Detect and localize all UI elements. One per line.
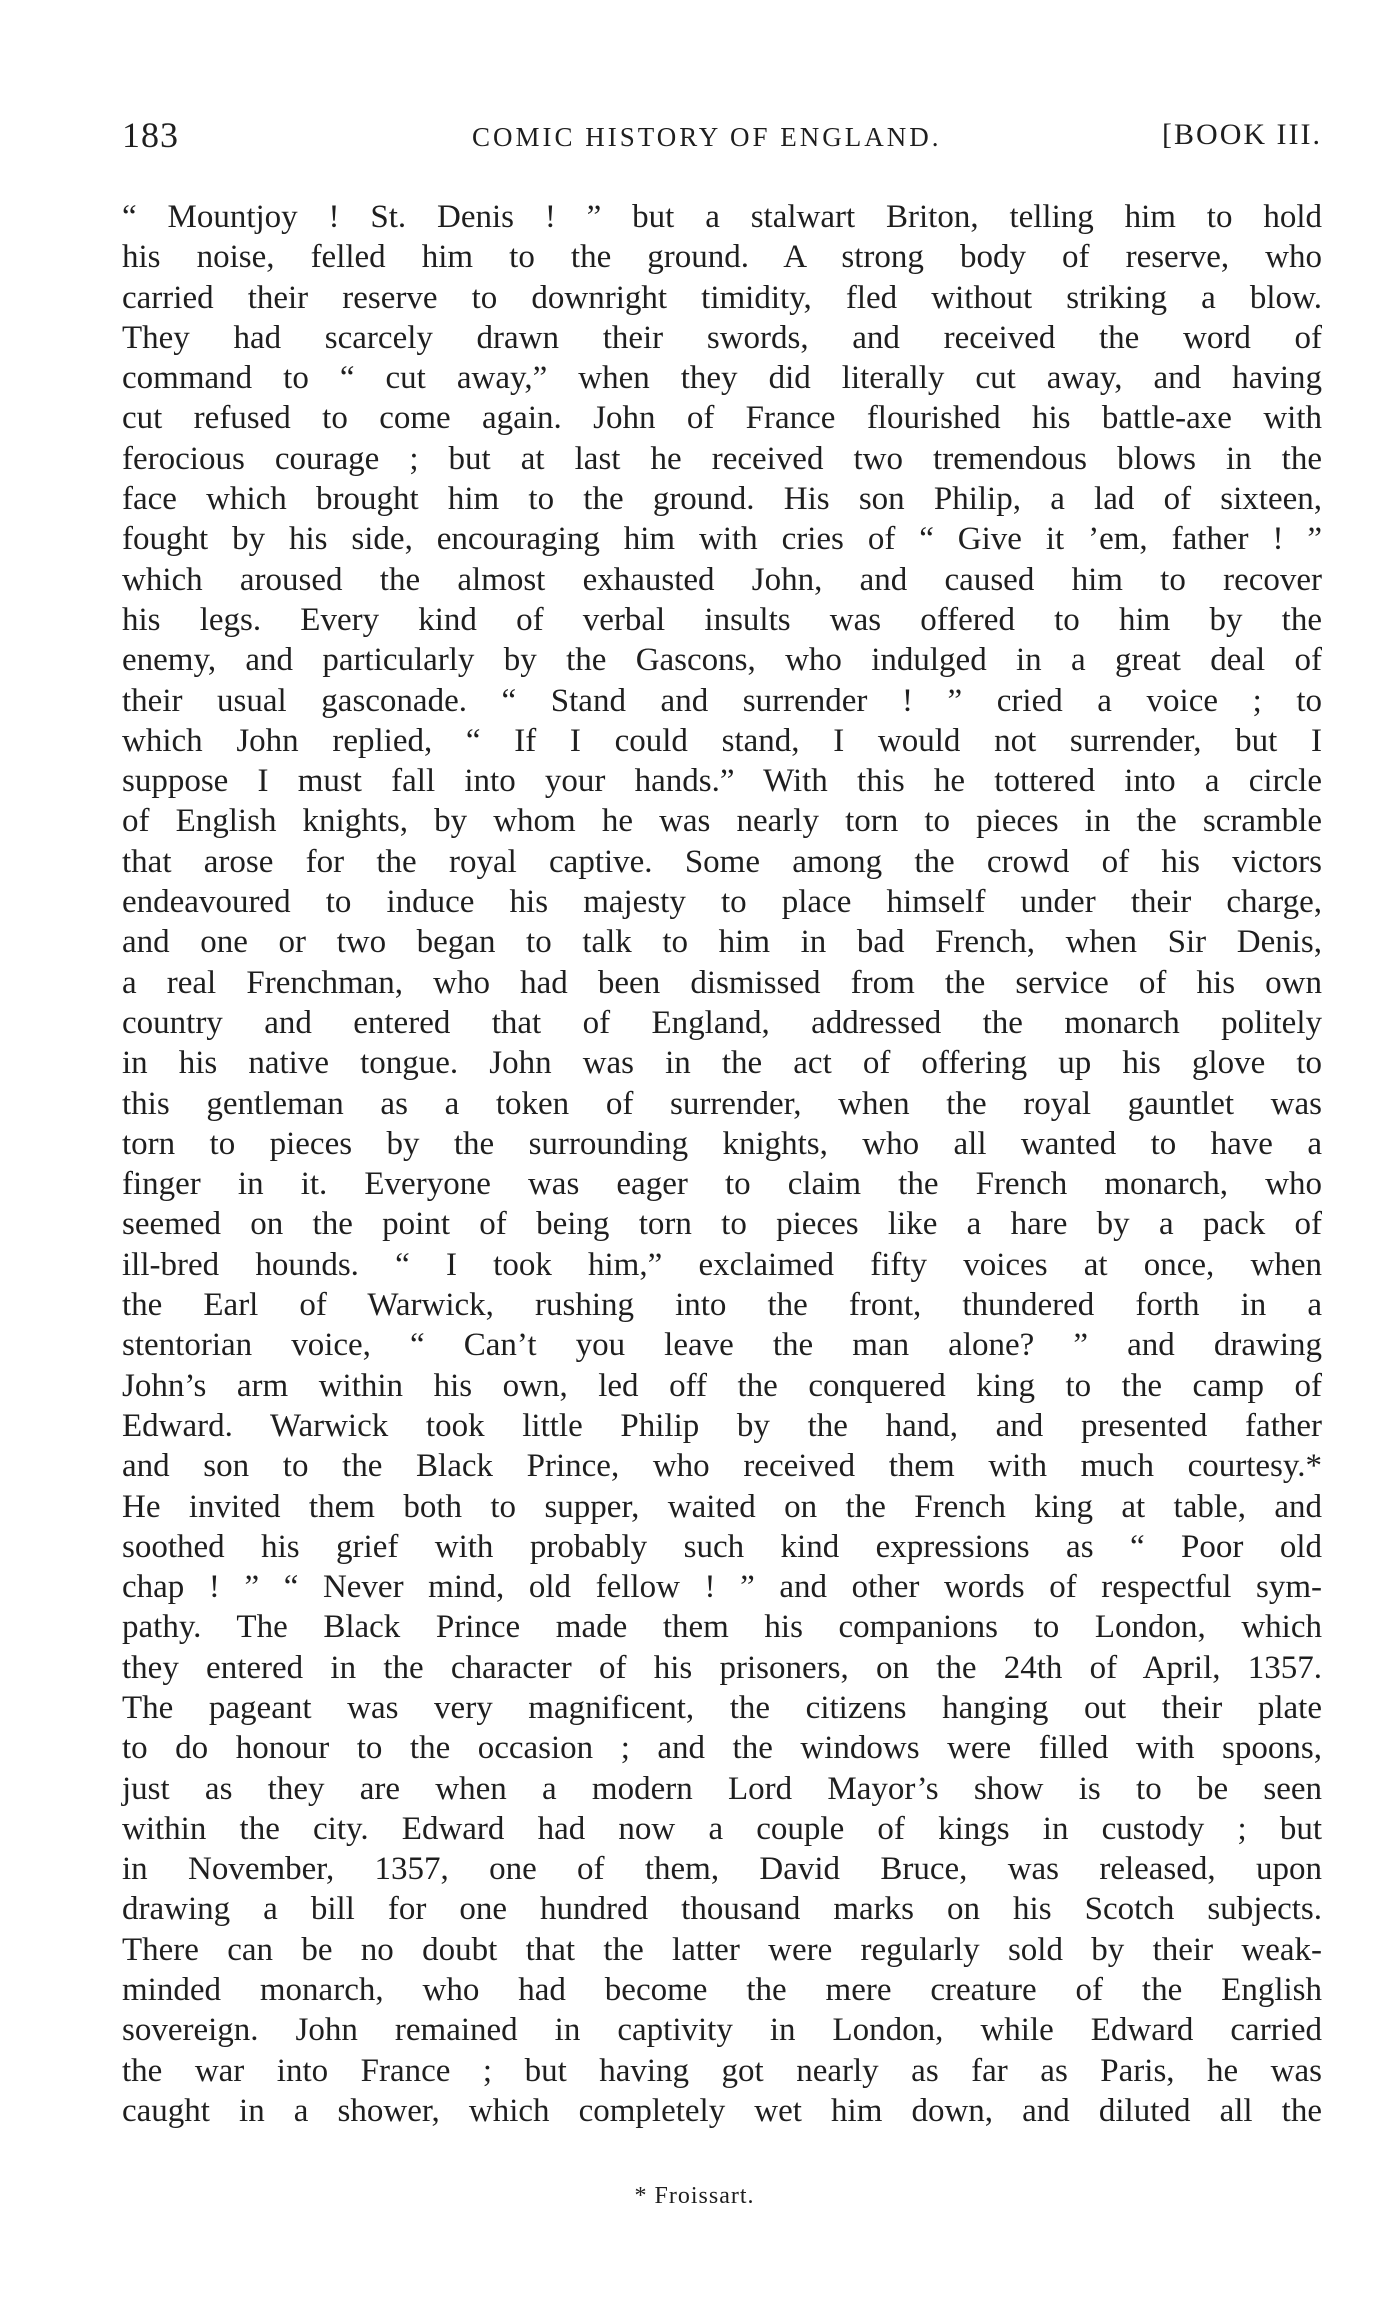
text-line: their usual gasconade. “ Stand and surrender ! ” cried a voice ; to <box>122 682 1322 719</box>
text-line: command to “ cut away,” when they did literally cut away, and having <box>122 360 1322 397</box>
text-line: seemed on the point of being torn to pieces like a hare by a pack of <box>122 1206 1322 1243</box>
text-line: caught in a shower, which completely wet him down, and diluted all the <box>122 2092 1322 2129</box>
body-text <box>122 197 1322 2131</box>
text-line: soothed his grief with probably such kind expressions as “ Poor old <box>122 1528 1322 1565</box>
footnote: * Froissart. <box>634 2183 755 2209</box>
text-line: his legs. Every kind of verbal insults was offered to him by the <box>122 601 1322 638</box>
text-line: carried their reserve to downright timidity, fled without striking a blow. <box>122 279 1322 316</box>
text-line: they entered in the character of his prisoners, on the 24th of April, 1357. <box>122 1649 1322 1686</box>
text-line: which John replied, “ If I could stand, I would not surrender, but I <box>122 722 1322 759</box>
text-line: that arose for the royal captive. Some among the crowd of his victors <box>122 843 1322 880</box>
text-line: and one or two began to talk to him in bad French, when Sir Denis, <box>122 924 1322 961</box>
text-line: chap ! ” “ Never mind, old fellow ! ” and other words of respectful sym- <box>122 1569 1322 1606</box>
text-line: in his native tongue. John was in the act of offering up his glove to <box>122 1045 1322 1082</box>
text-line: There can be no doubt that the latter were regularly sold by their weak- <box>122 1931 1322 1968</box>
text-line: drawing a bill for one hundred thousand marks on his Scotch subjects. <box>122 1891 1322 1928</box>
text-line: which aroused the almost exhausted John, and caused him to recover <box>122 561 1322 598</box>
page-header <box>122 114 1322 164</box>
text-line: pathy. The Black Prince made them his companions to London, which <box>122 1609 1322 1646</box>
text-line: just as they are when a modern Lord Mayor’s show is to be seen <box>122 1770 1322 1807</box>
text-line: torn to pieces by the surrounding knights, who all wanted to have a <box>122 1125 1322 1162</box>
text-line: country and entered that of England, addressed the monarch politely <box>122 1004 1322 1041</box>
text-line: “ Mountjoy ! St. Denis ! ” but a stalwart Briton, telling him to hold <box>122 199 1322 235</box>
text-line: minded monarch, who had become the mere creature of the English <box>122 1972 1322 2009</box>
text-line: to do honour to the occasion ; and the windows were filled with spoons, <box>122 1730 1322 1767</box>
running-title: COMIC HISTORY OF ENGLAND. <box>472 122 942 152</box>
book-section-label: [BOOK III. <box>1162 118 1322 151</box>
text-line: the Earl of Warwick, rushing into the front, thundered forth in a <box>122 1287 1322 1324</box>
text-line: cut refused to come again. John of France flourished his battle-axe with <box>122 400 1322 437</box>
text-line: fought by his side, encouraging him with cries of “ Give it ’em, father ! ” <box>122 521 1322 558</box>
text-line: ferocious courage ; but at last he received two tremendous blows in the <box>122 440 1322 477</box>
page-number: 183 <box>122 115 179 155</box>
text-line: in November, 1357, one of them, David Bruce, was released, upon <box>122 1851 1322 1888</box>
text-line: endeavoured to induce his majesty to place himself under their charge, <box>122 884 1322 921</box>
text-line: They had scarcely drawn their swords, and received the word of <box>122 319 1322 356</box>
text-line: a real Frenchman, who had been dismissed from the service of his own <box>122 964 1322 1001</box>
text-line: The pageant was very magnificent, the citizens hanging out their plate <box>122 1689 1322 1726</box>
text-line: his noise, felled him to the ground. A strong body of reserve, who <box>122 239 1322 276</box>
text-line: Edward. Warwick took little Philip by the hand, and presented father <box>122 1407 1322 1444</box>
text-line: sovereign. John remained in captivity in London, while Edward carried <box>122 2012 1322 2049</box>
text-line: and son to the Black Prince, who received them with much courtesy.* <box>122 1448 1322 1485</box>
text-line: of English knights, by whom he was nearly torn to pieces in the scramble <box>122 803 1322 840</box>
text-line: John’s arm within his own, led off the conquered king to the camp of <box>122 1367 1322 1404</box>
text-line: stentorian voice, “ Can’t you leave the man alone? ” and drawing <box>122 1327 1322 1364</box>
text-line: ill-bred hounds. “ I took him,” exclaimed fifty voices at once, when <box>122 1246 1322 1283</box>
text-line: within the city. Edward had now a couple of kings in custody ; but <box>122 1810 1322 1847</box>
text-line: suppose I must fall into your hands.” With this he tottered into a circle <box>122 763 1322 800</box>
text-line: finger in it. Everyone was eager to claim the French monarch, who <box>122 1166 1322 1203</box>
text-line: the war into France ; but having got nearly as far as Paris, he was <box>122 2052 1322 2089</box>
text-line: face which brought him to the ground. His son Philip, a lad of sixteen, <box>122 481 1322 518</box>
text-line: He invited them both to supper, waited on the French king at table, and <box>122 1488 1322 1525</box>
text-line: enemy, and particularly by the Gascons, who indulged in a great deal of <box>122 642 1322 679</box>
text-line: this gentleman as a token of surrender, when the royal gauntlet was <box>122 1085 1322 1122</box>
